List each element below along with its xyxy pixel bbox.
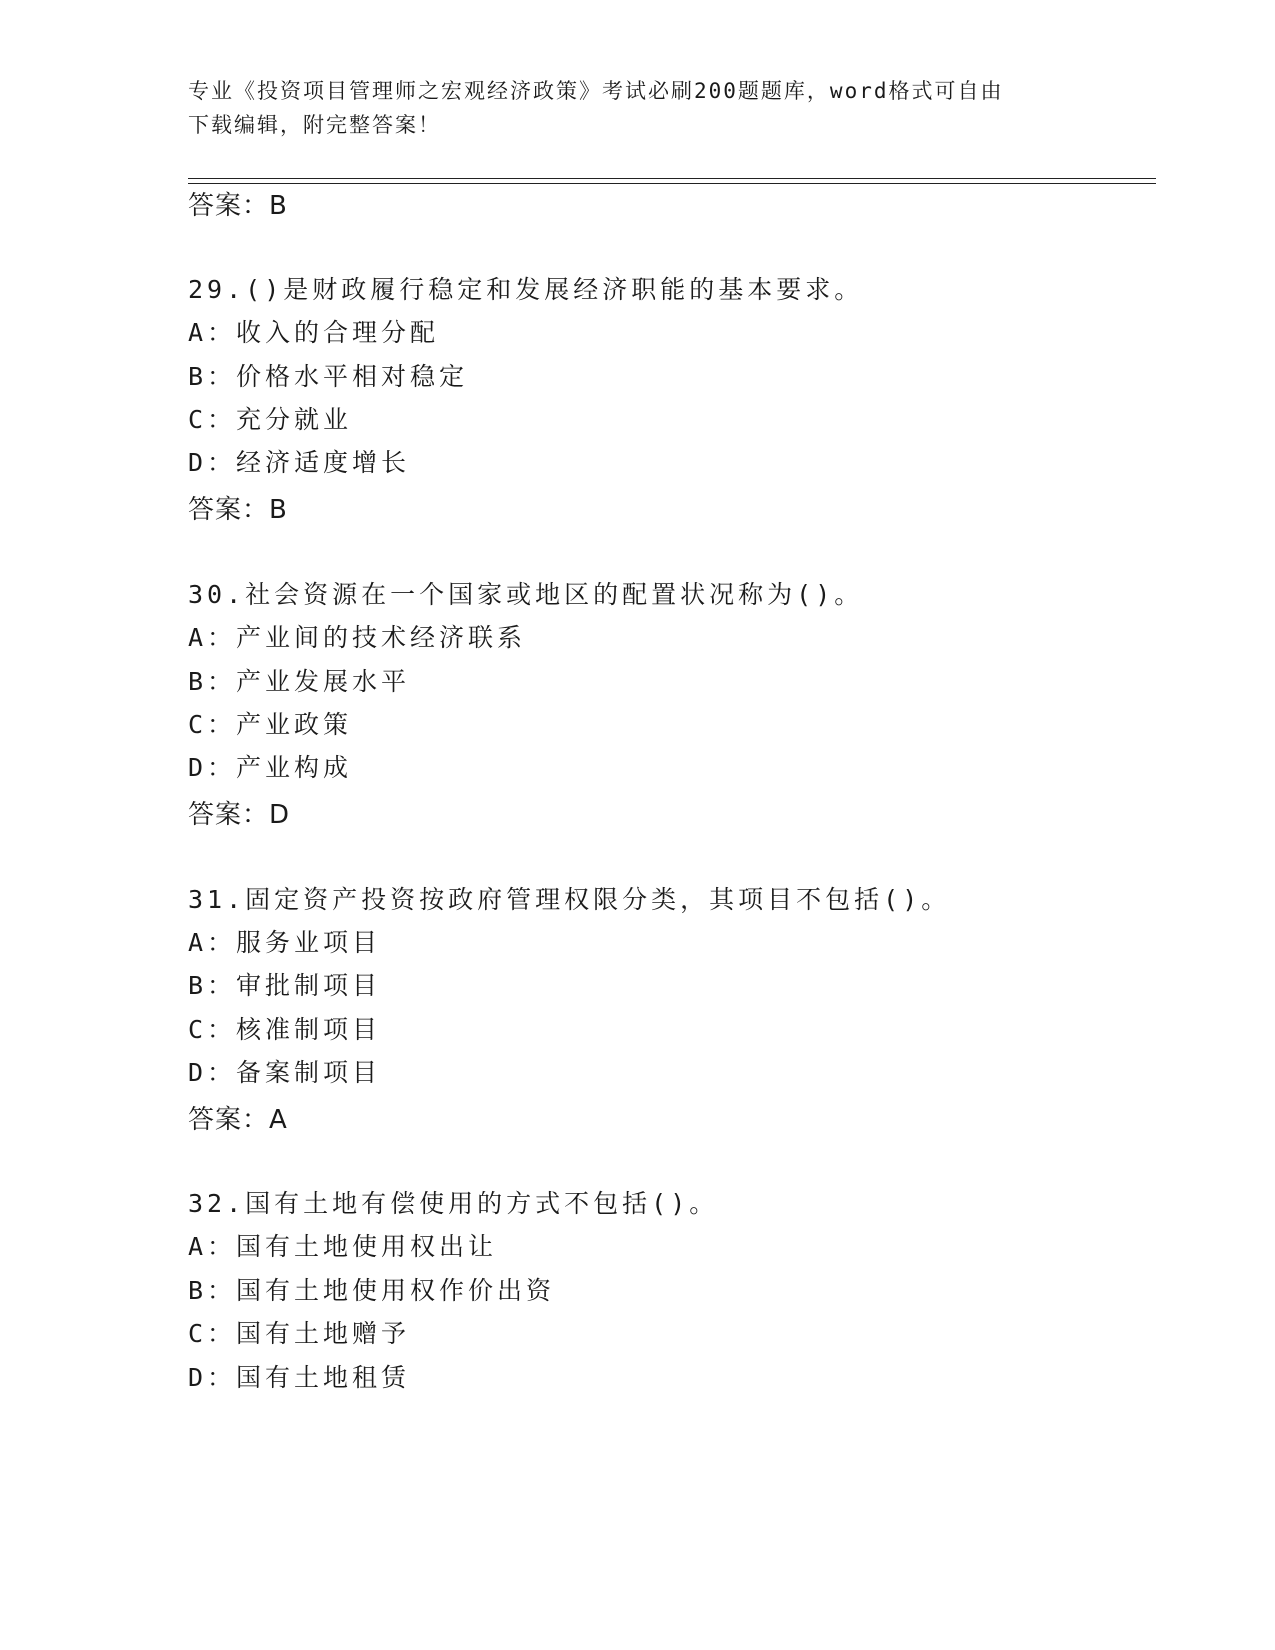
- answer-q28: 答案：B: [188, 191, 288, 221]
- option-30-b: B：产业发展水平: [188, 667, 411, 696]
- option-32-b: B：国有土地使用权作价出资: [188, 1276, 556, 1305]
- answer-q31: 答案：A: [188, 1105, 288, 1135]
- option-31-a: A：服务业项目: [188, 928, 382, 957]
- option-30-d: D：产业构成: [188, 753, 353, 782]
- question-stem-29: 29.()是财政履行稳定和发展经济职能的基本要求。: [188, 275, 864, 304]
- question-stem-30: 30.社会资源在一个国家或地区的配置状况称为()。: [188, 580, 864, 609]
- option-29-c: C：充分就业: [188, 405, 353, 434]
- option-29-a: A：收入的合理分配: [188, 318, 440, 347]
- question-stem-31: 31.固定资产投资按政府管理权限分类，其项目不包括()。: [188, 885, 951, 914]
- answer-q30: 答案：D: [188, 800, 291, 830]
- option-29-b: B：价格水平相对稳定: [188, 362, 469, 391]
- option-30-a: A：产业间的技术经济联系: [188, 623, 527, 652]
- option-32-c: C：国有土地赠予: [188, 1319, 411, 1348]
- option-29-d: D：经济适度增长: [188, 448, 411, 477]
- question-stem-32: 32.国有土地有偿使用的方式不包括()。: [188, 1189, 719, 1218]
- header-divider-top: [188, 178, 1156, 179]
- option-31-d: D：备案制项目: [188, 1058, 382, 1087]
- option-30-c: C：产业政策: [188, 710, 353, 739]
- header-line-1: 专业《投资项目管理师之宏观经济政策》考试必刷200题题库，word格式可自由: [188, 79, 1004, 103]
- option-32-d: D：国有土地租赁: [188, 1363, 411, 1392]
- option-31-c: C：核准制项目: [188, 1015, 382, 1044]
- option-32-a: A：国有土地使用权出让: [188, 1232, 498, 1261]
- answer-q29: 答案：B: [188, 495, 288, 525]
- document-header: [188, 74, 1088, 142]
- header-divider-bottom: [188, 183, 1156, 184]
- option-31-b: B：审批制项目: [188, 971, 382, 1000]
- header-line-2: 下载编辑，附完整答案！: [188, 113, 441, 137]
